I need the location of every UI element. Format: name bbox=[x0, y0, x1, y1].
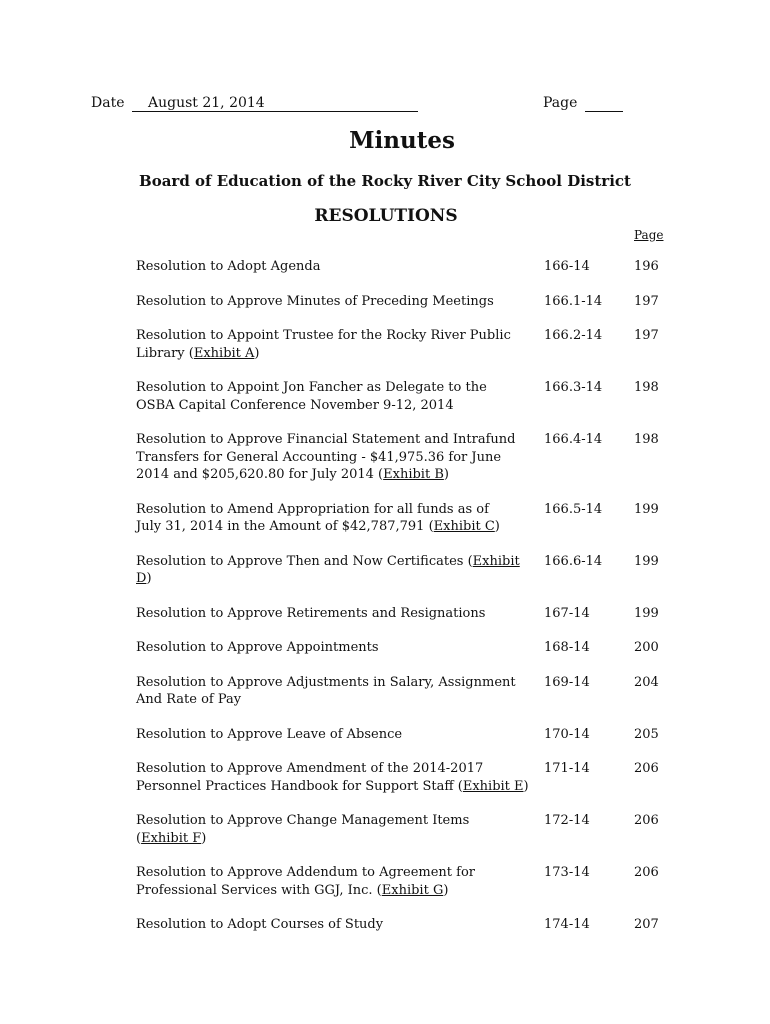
resolution-number: 173-14 bbox=[544, 865, 590, 880]
resolution-text-end: ) bbox=[201, 830, 207, 846]
resolution-number: 169-14 bbox=[544, 674, 590, 690]
resolution-title bbox=[136, 258, 536, 276]
resolution-text: Resolution to Approve Leave of Absence bbox=[136, 726, 403, 742]
page-title: Minutes bbox=[349, 127, 455, 154]
resolution-row bbox=[136, 812, 696, 847]
resolution-row bbox=[136, 674, 696, 709]
resolution-row bbox=[136, 258, 696, 276]
resolution-title bbox=[136, 812, 536, 847]
resolution-number: 166.2-14 bbox=[544, 328, 603, 343]
resolution-text-end: ) bbox=[443, 882, 449, 898]
resolution-text-end: ) bbox=[523, 778, 529, 794]
resolution-text: Resolution to Appoint Jon Fancher as Delegate to the OSBA Capital Conference November 9-12, 2014 bbox=[136, 380, 487, 413]
resolution-page: 206 bbox=[634, 761, 659, 776]
resolution-number: 166.5-14 bbox=[544, 501, 603, 517]
resolution-text-end: ) bbox=[254, 345, 260, 361]
resolution-number: 171-14 bbox=[544, 761, 590, 776]
resolution-page: 207 bbox=[634, 917, 659, 932]
exhibit-link[interactable]: Exhibit G bbox=[381, 882, 444, 898]
resolution-title bbox=[136, 553, 536, 588]
resolution-page: 206 bbox=[634, 865, 659, 880]
resolution-row bbox=[136, 293, 696, 311]
exhibit-link[interactable]: Exhibit B bbox=[383, 467, 444, 482]
resolution-text: Resolution to Approve Addendum to Agreement for Professional Services with GGJ, Inc. ( bbox=[136, 865, 475, 898]
resolution-title bbox=[136, 639, 536, 657]
resolution-page: 197 bbox=[634, 293, 659, 309]
resolution-row bbox=[136, 379, 696, 414]
resolution-page: 206 bbox=[634, 813, 659, 828]
resolution-text: Resolution to Approve Minutes of Preceding Meetings bbox=[136, 293, 494, 309]
resolution-text: Resolution to Approve Change Management Items ( bbox=[136, 813, 470, 846]
resolution-text: Resolution to Approve Adjustments in Salary, Assignment And Rate of Pay bbox=[136, 674, 516, 707]
resolution-text-end: ) bbox=[443, 467, 449, 482]
resolution-text: Resolution to Approve Then and Now Certificates ( bbox=[136, 553, 473, 569]
resolution-text: Resolution to Approve Financial Statement and Intrafund Transfers for General Accounting - $41,975.36 for June 2014 and $205,620.80 for July 2014 ( bbox=[136, 432, 516, 482]
resolution-row bbox=[136, 639, 696, 657]
date-label: Date bbox=[91, 95, 125, 111]
resolution-page: 199 bbox=[634, 553, 659, 569]
resolution-number: 166.6-14 bbox=[544, 553, 603, 569]
resolution-page: 199 bbox=[634, 501, 659, 517]
exhibit-link[interactable]: Exhibit C bbox=[433, 519, 495, 534]
page-column-header: Page bbox=[634, 228, 664, 242]
resolution-text: Resolution to Approve Amendment of the 2014-2017 Personnel Practices Handbook for Support Staff ( bbox=[136, 761, 484, 794]
resolution-text: Resolution to Amend Appropriation for all funds as of July 31, 2014 in the Amount of $42,787,791 ( bbox=[136, 501, 489, 534]
date-field bbox=[132, 95, 418, 112]
resolution-text: Resolution to Adopt Agenda bbox=[136, 259, 321, 274]
resolution-title bbox=[136, 501, 536, 536]
exhibit-link[interactable]: Exhibit F bbox=[141, 830, 202, 846]
header bbox=[91, 95, 651, 115]
resolution-title bbox=[136, 760, 536, 795]
section-title: RESOLUTIONS bbox=[314, 206, 458, 226]
resolution-row bbox=[136, 553, 696, 588]
resolution-title bbox=[136, 674, 536, 709]
resolution-number: 166.4-14 bbox=[544, 432, 603, 447]
resolution-number: 166-14 bbox=[544, 259, 590, 274]
resolution-row bbox=[136, 726, 696, 744]
resolution-title bbox=[136, 431, 536, 484]
resolution-title bbox=[136, 864, 536, 899]
resolution-title bbox=[136, 327, 536, 362]
resolution-number: 166.3-14 bbox=[544, 380, 603, 395]
resolution-text: Resolution to Approve Appointments bbox=[136, 640, 379, 655]
resolution-text: Resolution to Approve Retirements and Resignations bbox=[136, 605, 486, 621]
resolution-page: 196 bbox=[634, 259, 659, 274]
page-label: Page bbox=[543, 95, 578, 111]
resolution-title bbox=[136, 916, 536, 934]
date-value: August 21, 2014 bbox=[148, 95, 265, 111]
resolution-title bbox=[136, 379, 536, 414]
resolution-row bbox=[136, 327, 696, 362]
resolution-number: 174-14 bbox=[544, 917, 590, 932]
resolution-page: 204 bbox=[634, 674, 659, 690]
resolution-title bbox=[136, 726, 536, 744]
exhibit-link[interactable]: Exhibit D bbox=[136, 553, 520, 586]
resolution-page: 205 bbox=[634, 726, 659, 742]
resolution-text-end: ) bbox=[494, 519, 500, 534]
board-subtitle: Board of Education of the Rocky River City School District bbox=[139, 172, 631, 190]
resolution-title bbox=[136, 293, 536, 311]
resolution-number: 166.1-14 bbox=[544, 293, 603, 309]
resolution-row bbox=[136, 431, 696, 484]
resolution-text: Resolution to Adopt Courses of Study bbox=[136, 917, 384, 932]
resolution-text: Resolution to Appoint Trustee for the Rocky River Public Library ( bbox=[136, 328, 511, 361]
resolution-number: 168-14 bbox=[544, 640, 590, 655]
page-number-blank bbox=[585, 95, 623, 112]
resolution-page: 199 bbox=[634, 605, 659, 621]
resolutions-list bbox=[136, 258, 696, 934]
resolution-page: 200 bbox=[634, 640, 659, 655]
resolution-row bbox=[136, 916, 696, 934]
exhibit-link[interactable]: Exhibit E bbox=[462, 778, 524, 794]
resolution-row bbox=[136, 760, 696, 795]
resolution-page: 198 bbox=[634, 432, 659, 447]
resolution-page: 197 bbox=[634, 328, 659, 343]
resolution-text-end: ) bbox=[146, 571, 152, 586]
resolution-number: 172-14 bbox=[544, 813, 590, 828]
resolution-page: 198 bbox=[634, 380, 659, 395]
resolution-number: 167-14 bbox=[544, 605, 590, 621]
resolution-title bbox=[136, 605, 536, 623]
exhibit-link[interactable]: Exhibit A bbox=[193, 345, 255, 361]
resolution-row bbox=[136, 864, 696, 899]
resolution-row bbox=[136, 605, 696, 623]
resolution-row bbox=[136, 501, 696, 536]
resolution-number: 170-14 bbox=[544, 726, 590, 742]
